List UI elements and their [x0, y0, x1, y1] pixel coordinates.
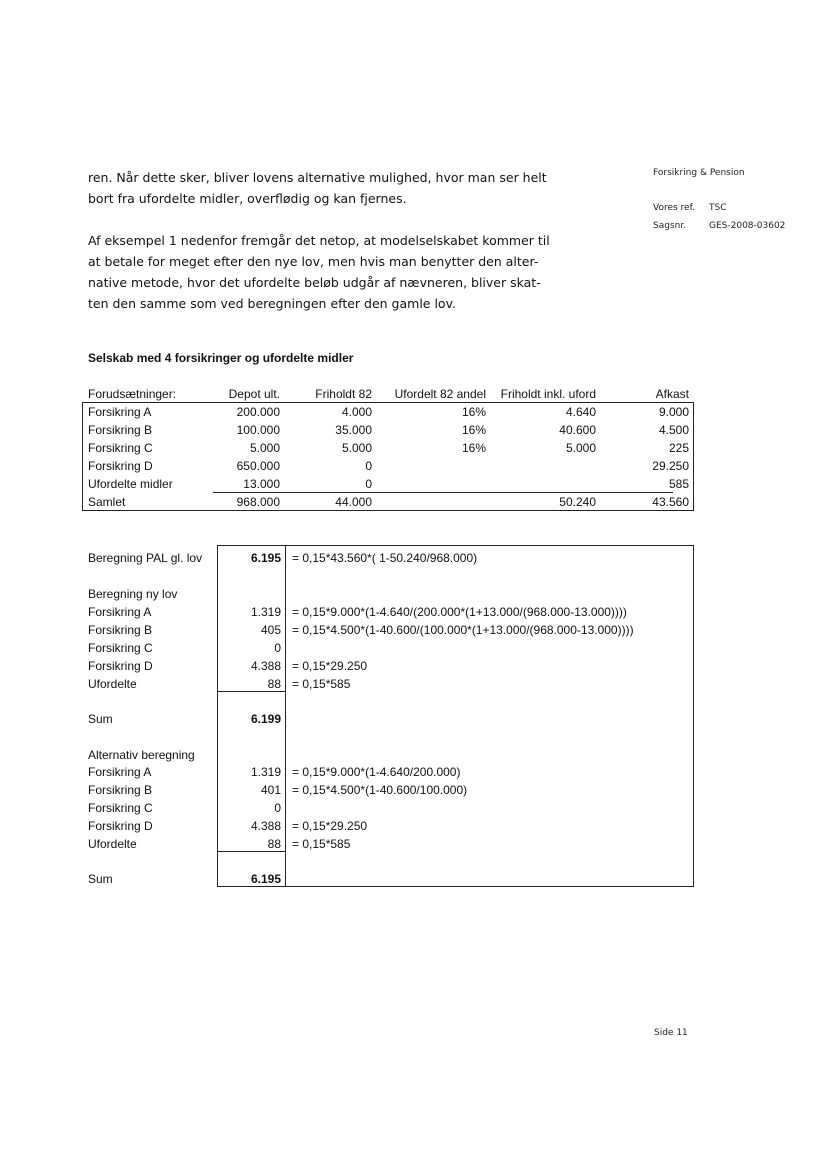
table1-top-border [82, 402, 694, 403]
table1-header-1: Depot ult. [228, 387, 280, 401]
table1-cell: 16% [461, 441, 486, 455]
table1-cell: 29.250 [652, 459, 689, 473]
alt-sum-label: Sum [88, 872, 113, 886]
calc-row-value: 401 [260, 783, 281, 797]
table1-sum-rule [213, 492, 673, 493]
table1-header-4: Friholdt inkl. uford [500, 387, 596, 401]
paragraph-2 [88, 230, 550, 314]
table1-row-label: Forsikring C [88, 441, 153, 455]
org-name: Forsikring & Pension [653, 168, 745, 178]
table1-cell: 0 [365, 459, 372, 473]
gl-formula: = 0,15*43.560*( 1-50.240/968.000) [292, 551, 478, 565]
table1-header-0: Forudsætninger: [88, 387, 177, 401]
alt-sum-value: 6.195 [250, 872, 281, 886]
ref-value: TSC [709, 203, 727, 213]
table1-cell: 585 [668, 477, 689, 491]
table1-row-label: Forsikring A [88, 405, 152, 419]
table1-cell: 0 [365, 477, 372, 491]
table1-cell: 16% [461, 405, 486, 419]
paragraph-line: Af eksempel 1 nedenfor fremgår det netop, at modelselskabet kommer til [88, 233, 550, 248]
calc-row-formula: = 0,15*9.000*(1-4.640/200.000) [292, 765, 461, 779]
calc-row-value: 1.319 [250, 605, 281, 619]
alt-heading: Alternativ beregning [88, 748, 195, 762]
calc-row-label: Ufordelte [88, 677, 137, 691]
calc-row-value: 88 [267, 677, 281, 691]
table1-cell: 650.000 [236, 459, 280, 473]
table1-row-label: Ufordelte midler [88, 477, 173, 491]
table1-cell: 13.000 [243, 477, 280, 491]
paragraph-line: at betale for meget efter den nye lov, men hvis man benytter den alter- [88, 254, 539, 269]
table1-cell: 40.600 [559, 423, 596, 437]
table1-cell: 35.000 [335, 423, 372, 437]
table1-total-cell: 50.240 [559, 495, 596, 509]
calc-row-value: 405 [260, 623, 281, 637]
table1-total-cell: 44.000 [335, 495, 372, 509]
table1-total-label: Samlet [88, 495, 126, 509]
calc-row-value: 0 [274, 641, 281, 655]
calc-row-label: Forsikring B [88, 783, 153, 797]
table1-total-cell: 968.000 [236, 495, 280, 509]
calc-row-formula: = 0,15*9.000*(1-4.640/(200.000*(1+13.000/(968.000-13.000)))) [292, 605, 627, 619]
table1-bottom-border [82, 510, 694, 511]
page-number: Side 11 [654, 1028, 688, 1038]
paragraph-line: bort fra ufordelte midler, overflødig og kan fjernes. [88, 191, 407, 206]
table1-cell: 5.000 [565, 441, 596, 455]
calc-row-formula: = 0,15*4.500*(1-40.600/100.000) [292, 783, 468, 797]
ny-sum-value: 6.199 [250, 712, 281, 726]
table2-right-border [693, 545, 694, 887]
gl-label: Beregning PAL gl. lov [88, 551, 203, 565]
ref-label: Vores ref. [653, 203, 695, 213]
paragraph-line: ren. Når dette sker, bliver lovens alternative mulighed, hvor man ser helt [88, 170, 547, 185]
calc-row-label: Forsikring B [88, 623, 153, 637]
ny-sum-label: Sum [88, 712, 113, 726]
table1-row-label: Forsikring D [88, 459, 153, 473]
table2-top-border [217, 545, 694, 546]
table1-cell: 225 [668, 441, 689, 455]
case-value: GES-2008-03602 [709, 221, 786, 231]
ny-heading: Beregning ny lov [88, 587, 178, 601]
paragraph-line: native metode, hvor det ufordelte beløb udgår af nævneren, bliver skat- [88, 275, 541, 290]
table1-right-border [693, 402, 694, 511]
table1-title: Selskab med 4 forsikringer og ufordelte midler [88, 351, 354, 365]
table1-cell: 4.500 [658, 423, 689, 437]
table1-total-cell: 43.560 [652, 495, 689, 509]
table2-bottom-border [217, 886, 694, 887]
table1-left-border [82, 402, 83, 511]
calc-row-label: Forsikring D [88, 659, 153, 673]
table1-cell: 9.000 [658, 405, 689, 419]
calc-row-formula: = 0,15*4.500*(1-40.600/(100.000*(1+13.000/(968.000-13.000)))) [292, 623, 634, 637]
table2-ny-sum-rule [217, 691, 285, 692]
calc-row-formula: = 0,15*585 [292, 677, 351, 691]
table1-header-5: Afkast [655, 387, 689, 401]
calc-row-label: Forsikring A [88, 765, 152, 779]
calc-row-formula: = 0,15*29.250 [292, 659, 368, 673]
table2-alt-sum-rule [217, 851, 285, 852]
case-label: Sagsnr. [653, 221, 687, 231]
table2-divider [285, 545, 286, 887]
table1-cell: 200.000 [236, 405, 280, 419]
table1-cell: 4.000 [341, 405, 372, 419]
calc-row-value: 4.388 [250, 659, 281, 673]
table1-cell: 5.000 [341, 441, 372, 455]
calc-row-label: Ufordelte [88, 837, 137, 851]
table1-cell: 100.000 [236, 423, 280, 437]
calc-row-label: Forsikring C [88, 801, 153, 815]
table1-cell: 4.640 [565, 405, 596, 419]
calc-row-value: 0 [274, 801, 281, 815]
table1-cell: 5.000 [249, 441, 280, 455]
table1-row-label: Forsikring B [88, 423, 153, 437]
calc-row-formula: = 0,15*585 [292, 837, 351, 851]
paragraph-1 [88, 167, 547, 209]
calc-row-label: Forsikring A [88, 605, 152, 619]
calc-row-label: Forsikring C [88, 641, 153, 655]
table1-header-2: Friholdt 82 [315, 387, 372, 401]
calc-row-value: 1.319 [250, 765, 281, 779]
calc-row-formula: = 0,15*29.250 [292, 819, 368, 833]
table1-cell: 16% [461, 423, 486, 437]
table1-header-3: Ufordelt 82 andel [394, 387, 486, 401]
calc-row-label: Forsikring D [88, 819, 153, 833]
calc-row-value: 88 [267, 837, 281, 851]
paragraph-line: ten den samme som ved beregningen efter den gamle lov. [88, 296, 456, 311]
calc-row-value: 4.388 [250, 819, 281, 833]
gl-value: 6.195 [250, 551, 281, 565]
